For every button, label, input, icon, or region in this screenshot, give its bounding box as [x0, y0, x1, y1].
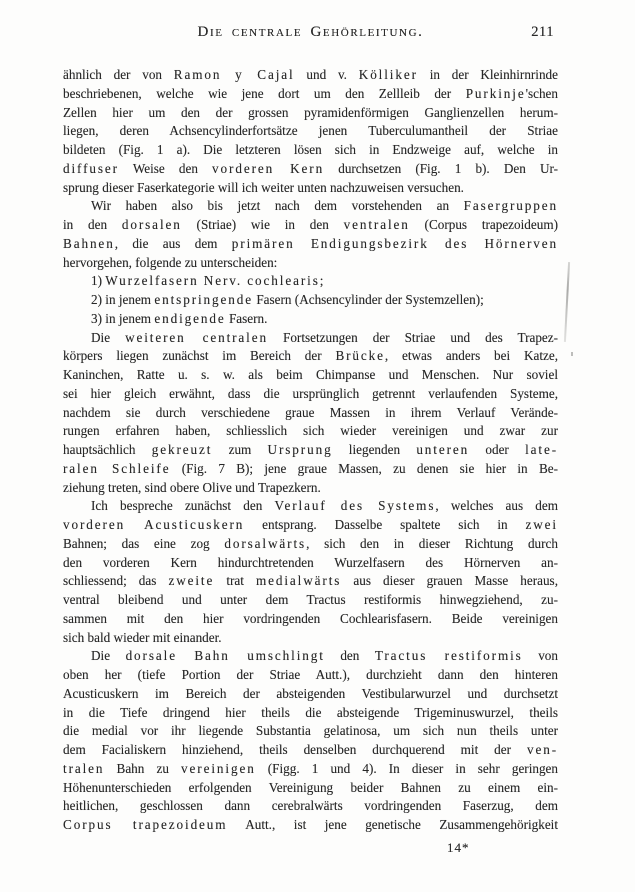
letterspaced-text: vereinigen [181, 760, 256, 776]
page-body [63, 66, 558, 835]
plain-text: aus dieser grauen Masse heraus, [341, 573, 558, 589]
plain-text: Zellen hier um den der grossen pyramidenförmigen Ganglienzellen herum- [63, 104, 558, 120]
text-line [63, 591, 558, 610]
paragraph [63, 66, 558, 197]
text-line [63, 704, 558, 723]
letterspaced-text: medialwärts [255, 573, 342, 589]
plain-text: , die aus dem [114, 235, 232, 251]
letterspaced-text: dorsale Bahn umschlingt [125, 648, 325, 664]
letterspaced-text: late- [525, 442, 558, 457]
text-line [63, 160, 558, 179]
letterspaced-text: Verlauf des Systems [274, 498, 436, 514]
plain-text: 'schen [525, 85, 558, 101]
text-line [63, 347, 558, 366]
plain-text: Höhenunterschieden erfolgenden Vereinigung beider Bahnen zu einem ein- [63, 779, 558, 795]
plain-text: liegen, deren Achsencylinderfortsätze jenen Tuberculumantheil der Striae [63, 123, 558, 139]
letterspaced-text: Bahnen [63, 235, 115, 251]
page-header [63, 24, 558, 44]
plain-text: Bahnen; das eine zog [63, 535, 225, 551]
paragraph [63, 329, 558, 498]
text-line [63, 779, 558, 798]
plain-text: entsprang. Dasselbe spaltete sich in [244, 517, 526, 532]
plain-text: sei hier gleich erwähnt, dass die ursprünglich getrennt verlaufenden Systeme, [63, 385, 558, 401]
plain-text: Ich bespreche zunächst den [91, 498, 275, 514]
text-line [63, 366, 558, 385]
running-title: Die centrale Gehörleitung. [197, 24, 424, 40]
plain-text: und v. [294, 67, 359, 82]
margin-pencil-dot [571, 352, 573, 356]
plain-text: ; [319, 273, 324, 289]
plain-text: 1) [91, 273, 106, 289]
text-line [63, 572, 558, 591]
letterspaced-text: zweite [168, 573, 215, 589]
letterspaced-text: Brücke [335, 348, 385, 364]
numbered-list [63, 272, 558, 328]
text-line [63, 216, 558, 235]
text-line [63, 741, 558, 760]
plain-text: von [522, 648, 558, 664]
plain-text: Kaninchen, Ratte u. s. w. als beim Chimpanse und Menschen. Nur soviel [63, 367, 558, 382]
text-line [63, 816, 558, 835]
letterspaced-text: Corpus trapezoideum [63, 817, 228, 832]
plain-text: in der Kleinhirnrinde [417, 67, 558, 82]
text-line [63, 179, 558, 198]
text-line [63, 197, 558, 216]
plain-text: bildeten (Fig. 1 a). Die letzteren lösen sich in Endzweige auf, welche in [63, 142, 558, 157]
plain-text: sich bald wieder mit einander. [63, 629, 222, 645]
text-line [63, 404, 558, 423]
text-line [63, 422, 558, 441]
plain-text: Fortsetzungen der Striae und des Trapez- [268, 329, 558, 345]
letterspaced-text: ventralen [343, 217, 410, 232]
plain-text: ventral bleibend und unter dem Tractus restiformis hinwegziehend, zu- [63, 592, 558, 607]
letterspaced-text: dorsalen [121, 217, 182, 232]
plain-text: sprung dieser Faserkategorie will ich weiter unten nachzuweisen versuchen. [63, 179, 464, 195]
plain-text: Die [91, 329, 126, 345]
plain-text: Weise den [118, 160, 213, 176]
plain-text: in die Tiefe dringend hier theils die absteigende Trigeminuswurzel, theils [63, 704, 558, 720]
text-line [63, 66, 558, 85]
text-line [63, 497, 558, 516]
plain-text: , etwas anders bei Katze, [384, 348, 558, 364]
letterspaced-text: endigende [154, 310, 226, 326]
text-line [63, 722, 558, 741]
letterspaced-text: unteren [416, 442, 470, 457]
text-line [63, 535, 558, 554]
plain-text: den vorderen Kern hindurchtretenden Wurzelfasern des Hörnerven an- [63, 554, 558, 570]
paragraph [63, 197, 558, 272]
letterspaced-text: zwei [525, 517, 558, 532]
plain-text: hauptsächlich [63, 442, 152, 457]
letterspaced-text: ven- [526, 742, 558, 757]
plain-text: sammen mit den hier vordringenden Cochlearisfasern. Beide vereinigen [63, 610, 558, 626]
plain-text: Fasern (Achsencylinder der Systemzellen); [253, 292, 484, 307]
plain-text: nachdem sie durch verschiedene graue Massen in ihrem Verlauf Verände- [63, 404, 558, 420]
letterspaced-text: dorsalwärts [224, 535, 307, 551]
plain-text: körpers liegen zunächst im Bereich der [63, 348, 336, 364]
plain-text: , welches aus dem [435, 498, 558, 514]
letterspaced-text: Purkinje [465, 85, 526, 101]
text-line [63, 85, 558, 104]
plain-text: beschriebenen, welche wie jene dort um den Zellleib der [63, 85, 466, 101]
list-item [63, 310, 558, 329]
text-line [63, 104, 558, 123]
plain-text: die medial vor ihr liegende Substantia gelatinosa, um sich nun theils unter [63, 723, 558, 739]
text-line [63, 441, 558, 460]
text-line [63, 685, 558, 704]
letterspaced-text: Ursprung [267, 442, 333, 457]
paragraph [63, 497, 558, 647]
letterspaced-text: weiteren centralen [125, 329, 268, 345]
plain-text: 3) in jenem [91, 310, 155, 326]
plain-text: ähnlich der von [63, 67, 174, 82]
plain-text: Acusticuskern im Bereich der absteigenden Vestibularwurzel und durchsetzt [63, 685, 558, 701]
plain-text: hervorgehen, folgende zu unterscheiden: [63, 254, 278, 270]
letterspaced-text: Ramon y Cajal [173, 67, 295, 82]
text-line [63, 647, 558, 666]
plain-text: dem Facialiskern hinziehend, theils denselben durchquerend mit der [63, 742, 527, 757]
letterspaced-text: Fasergruppen [463, 198, 558, 214]
plain-text: , sich den in dieser Richtung durch [306, 535, 558, 551]
text-line [63, 554, 558, 573]
text-line [63, 479, 558, 498]
letterspaced-text: vorderen Kern [212, 160, 325, 176]
text-line [63, 235, 558, 254]
plain-text: oben her (tiefe Portion der Striae Autt.), durchzieht dann den hinteren [63, 667, 558, 682]
plain-text: den [324, 648, 375, 664]
letterspaced-text: tralen [63, 760, 105, 776]
text-line [63, 610, 558, 629]
plain-text: Die [91, 648, 126, 664]
letterspaced-text: Kölliker [358, 67, 418, 82]
text-line [63, 629, 558, 648]
margin-pencil-mark [564, 262, 570, 342]
letterspaced-text: vorderen Acusticuskern [63, 517, 245, 532]
plain-text: ziehung treten, sind obere Olive und Trapezkern. [63, 479, 321, 495]
letterspaced-text: Wurzelfasern Nerv. cochlearis [105, 273, 320, 289]
text-line [63, 516, 558, 535]
plain-text: 2) in jenem [91, 292, 155, 307]
letterspaced-text: gekreuzt [151, 442, 213, 457]
plain-text: in den [63, 217, 122, 232]
plain-text: (Figg. 1 und 4). In dieser in sehr geringen [255, 760, 558, 776]
plain-text: (Corpus trapezoideum) [409, 217, 558, 232]
list-item [63, 291, 558, 310]
letterspaced-text: ralen Schleife [63, 460, 171, 476]
plain-text: Autt., ist jene genetische Zusammengehörigkeit [227, 817, 558, 832]
text-line [63, 460, 558, 479]
text-line [63, 797, 558, 816]
plain-text: trat [214, 573, 256, 589]
plain-text: rungen erfahren haben, schliesslich sich wieder vereinigen und zwar zur [63, 423, 558, 439]
plain-text: durchsetzen (Fig. 1 b). Den Ur- [324, 160, 558, 176]
text-line [63, 666, 558, 685]
plain-text: (Striae) wie in den [181, 217, 344, 232]
page-number: 211 [531, 24, 554, 40]
paragraph [63, 647, 558, 835]
text-line [63, 329, 558, 348]
plain-text: schliessend; das [63, 573, 169, 589]
plain-text: Fasern. [225, 310, 268, 326]
letterspaced-text: primären Endigungsbezirk des Hörnerven [231, 235, 558, 251]
text-line [63, 254, 558, 273]
plain-text: (Fig. 7 B); jene graue Massen, zu denen sie hier in Be- [170, 460, 558, 476]
plain-text: Bahn zu [104, 760, 182, 776]
plain-text: liegenden [332, 442, 417, 457]
text-line [63, 385, 558, 404]
text-line [63, 760, 558, 779]
letterspaced-text: diffuser [63, 160, 119, 176]
plain-text: zum [212, 442, 268, 457]
letterspaced-text: entspringende [154, 292, 254, 307]
list-item [63, 272, 558, 291]
plain-text: oder [469, 442, 526, 457]
text-line [63, 141, 558, 160]
text-line [63, 122, 558, 141]
plain-text: Wir haben also bis jetzt nach dem vorstehenden an [91, 198, 464, 214]
letterspaced-text: Tractus restiformis [374, 648, 523, 664]
plain-text: heitlichen, geschlossen dann cerebralwärts vordringenden Faserzug, dem [63, 798, 558, 814]
signature-mark: 14* [447, 840, 470, 855]
